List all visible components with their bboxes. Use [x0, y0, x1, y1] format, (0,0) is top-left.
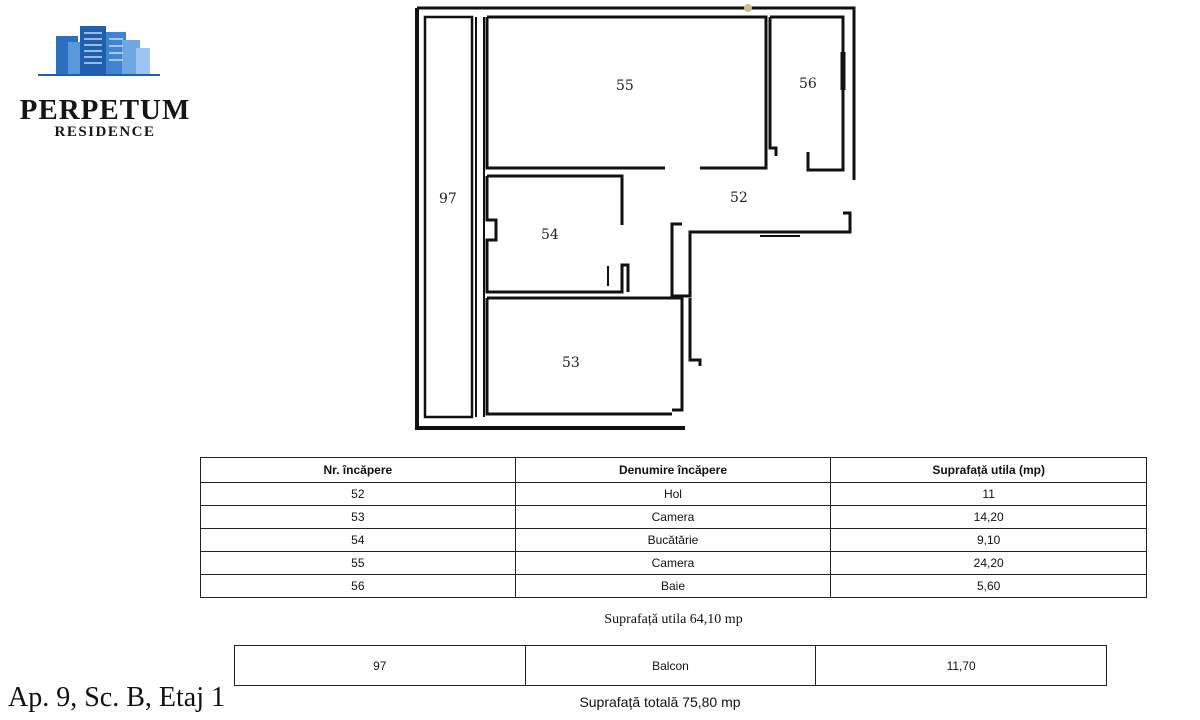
brand-logo: [10, 18, 191, 140]
cell-room-area: 11,70: [816, 646, 1107, 686]
cell-room-number: 56: [201, 575, 516, 598]
table-row: [201, 483, 1147, 506]
cell-room-name: Bucătărie: [515, 529, 831, 552]
room-label-97: 97: [439, 191, 457, 207]
brand-subtitle: RESIDENCE: [54, 124, 156, 140]
apartment-label: Ap. 9, Sc. B, Etaj 1: [8, 682, 225, 713]
table-row: [201, 575, 1147, 598]
cell-room-number: 54: [201, 529, 516, 552]
room-label-56: 56: [799, 76, 817, 92]
balcony-table: [234, 645, 1107, 686]
usable-area-total: Suprafață utila 64,10 mp: [604, 612, 743, 627]
cell-room-name: Baie: [515, 575, 831, 598]
cell-room-area: 5,60: [831, 575, 1147, 598]
cell-room-number: 53: [201, 506, 516, 529]
room-label-53: 53: [562, 355, 580, 371]
rooms-table: [200, 457, 1147, 598]
table-row: [235, 646, 1107, 686]
cell-room-name: Balcon: [525, 646, 816, 686]
cell-room-area: 24,20: [831, 552, 1147, 575]
cell-room-number: 55: [201, 552, 516, 575]
room-label-54: 54: [541, 227, 559, 243]
table-header-row: [201, 458, 1147, 483]
cell-room-name: Camera: [515, 506, 831, 529]
header-room-number: Nr. încăpere: [201, 458, 516, 483]
room-label-52: 52: [730, 190, 748, 206]
cell-room-area: 11: [831, 483, 1147, 506]
table-row: [201, 506, 1147, 529]
header-room-area: Suprafață utila (mp): [831, 458, 1147, 483]
room-label-55: 55: [616, 78, 634, 94]
table-row: [201, 552, 1147, 575]
brand-name: PERPETUM: [19, 94, 191, 126]
cell-room-number: 97: [235, 646, 526, 686]
buildings-icon: [10, 18, 200, 98]
cell-room-name: Hol: [515, 483, 831, 506]
cell-room-number: 52: [201, 483, 516, 506]
floor-plan: [410, 0, 860, 435]
cell-room-area: 9,10: [831, 529, 1147, 552]
cell-room-name: Camera: [515, 552, 831, 575]
total-area: Suprafață totală 75,80 mp: [579, 694, 741, 710]
table-row: [201, 529, 1147, 552]
header-room-name: Denumire încăpere: [515, 458, 831, 483]
cell-room-area: 14,20: [831, 506, 1147, 529]
